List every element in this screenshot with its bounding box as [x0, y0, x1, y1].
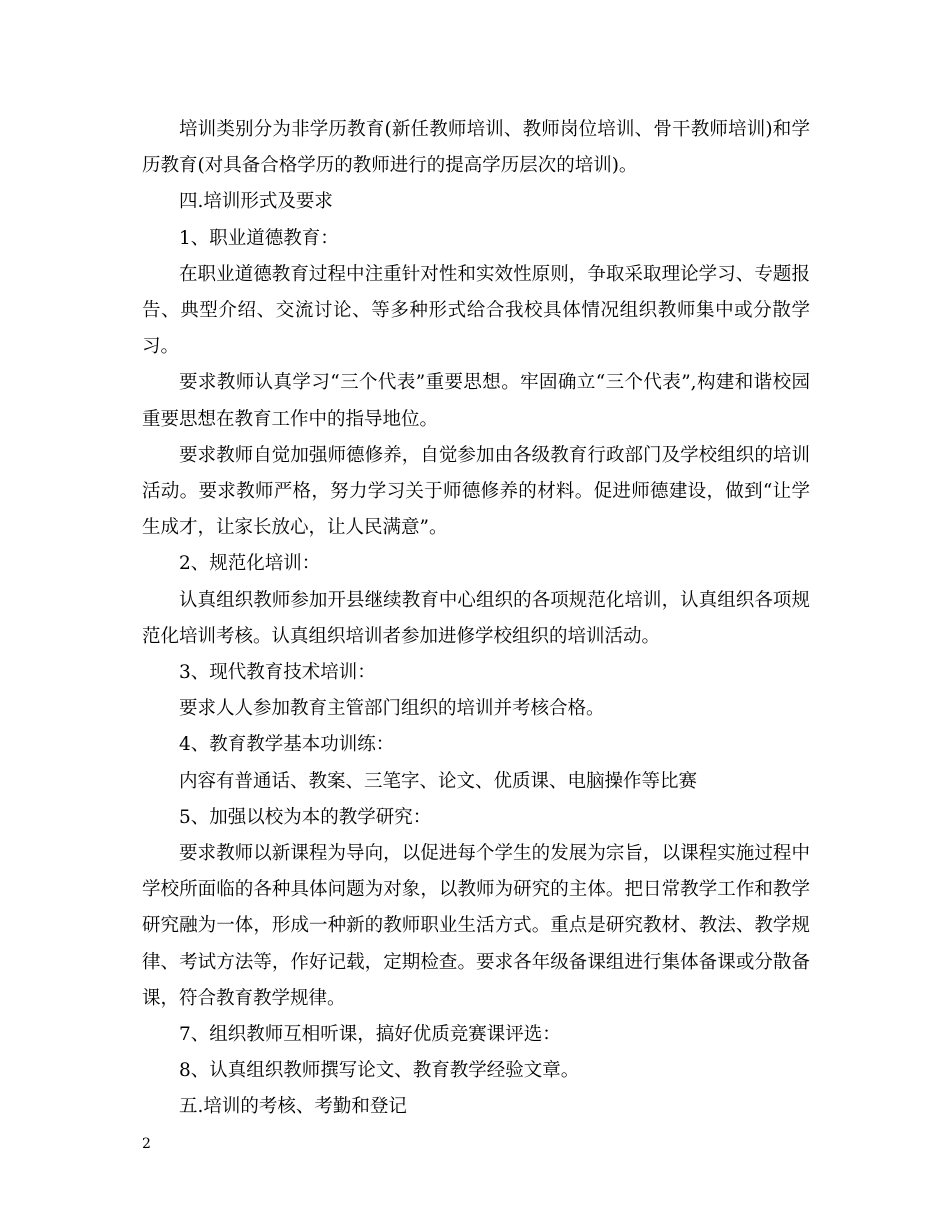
item-lesson-observation: 7、组织教师互相听课，搞好优质竞赛课评选： — [179, 1024, 561, 1046]
document-body — [142, 112, 810, 1126]
section-heading-assessment: 五.培训的考核、考勤和登记 — [179, 1096, 407, 1118]
paragraph-school-based-research: 要求教师以新课程为导向，以促进每个学生的发展为宗旨，以课程实施过程中学校所面临的各种具体问题为对象，以教师为研究的主体。把日常教学工作和教学研究融为一体，形成一种新的教师职业生活方式。重点是研究教材、教法、教学规律、考试方法等，作好记载，定期检查。要求各年级备课组进行集体备课或分散备课，符合教育教学规律。 — [142, 843, 810, 1009]
paragraph-teacher-ethics: 要求教师自觉加强师德修养，自觉参加由各级教育行政部门及学校组织的培训活动。要求教师严格，努力学习关于师德修养的材料。促进师德建设，做到“让学生成才，让家长放心，让人民满意”。 — [142, 444, 810, 539]
paragraph-basic-skills: 内容有普通话、教案、三笔字、论文、优质课、电脑操作等比赛 — [179, 770, 698, 792]
item-heading-standardized-training: 2、规范化培训： — [179, 553, 321, 575]
paragraph-standardized-training: 认真组织教师参加开县继续教育中心组织的各项规范化培训，认真组织各项规范化培训考核。认真组织培训者参加进修学校组织的培训活动。 — [142, 589, 810, 647]
item-heading-school-based-research: 5、加强以校为本的教学研究： — [179, 806, 432, 828]
item-heading-basic-skills: 4、教育教学基本功训练： — [179, 734, 395, 756]
item-heading-modern-technology: 3、现代教育技术培训： — [179, 662, 376, 684]
page-number: 2 — [142, 1136, 151, 1152]
paragraph-three-represents: 要求教师认真学习“三个代表”重要思想。牢固确立“三个代表”,构建和谐校园重要思想在教育工作中的指导地位。 — [142, 372, 810, 430]
paragraph-ethics-principles: 在职业道德教育过程中注重针对性和实效性原则，争取采取理论学习、专题报告、典型介绍、交流讨论、等多种形式给合我校具体情况组织教师集中或分散学习。 — [142, 263, 810, 358]
paragraph-training-categories: 培训类别分为非学历教育(新任教师培训、教师岗位培训、骨干教师培训)和学历教育(对具备合格学历的教师进行的提高学历层次的培训)。 — [142, 119, 810, 177]
section-heading-training-forms: 四.培训形式及要求 — [179, 191, 333, 213]
item-heading-professional-ethics: 1、职业道德教育： — [179, 227, 339, 249]
paragraph-modern-technology: 要求人人参加教育主管部门组织的培训并考核合格。 — [179, 698, 605, 720]
item-paper-writing: 8、认真组织教师撰写论文、教育教学经验文章。 — [179, 1060, 580, 1082]
